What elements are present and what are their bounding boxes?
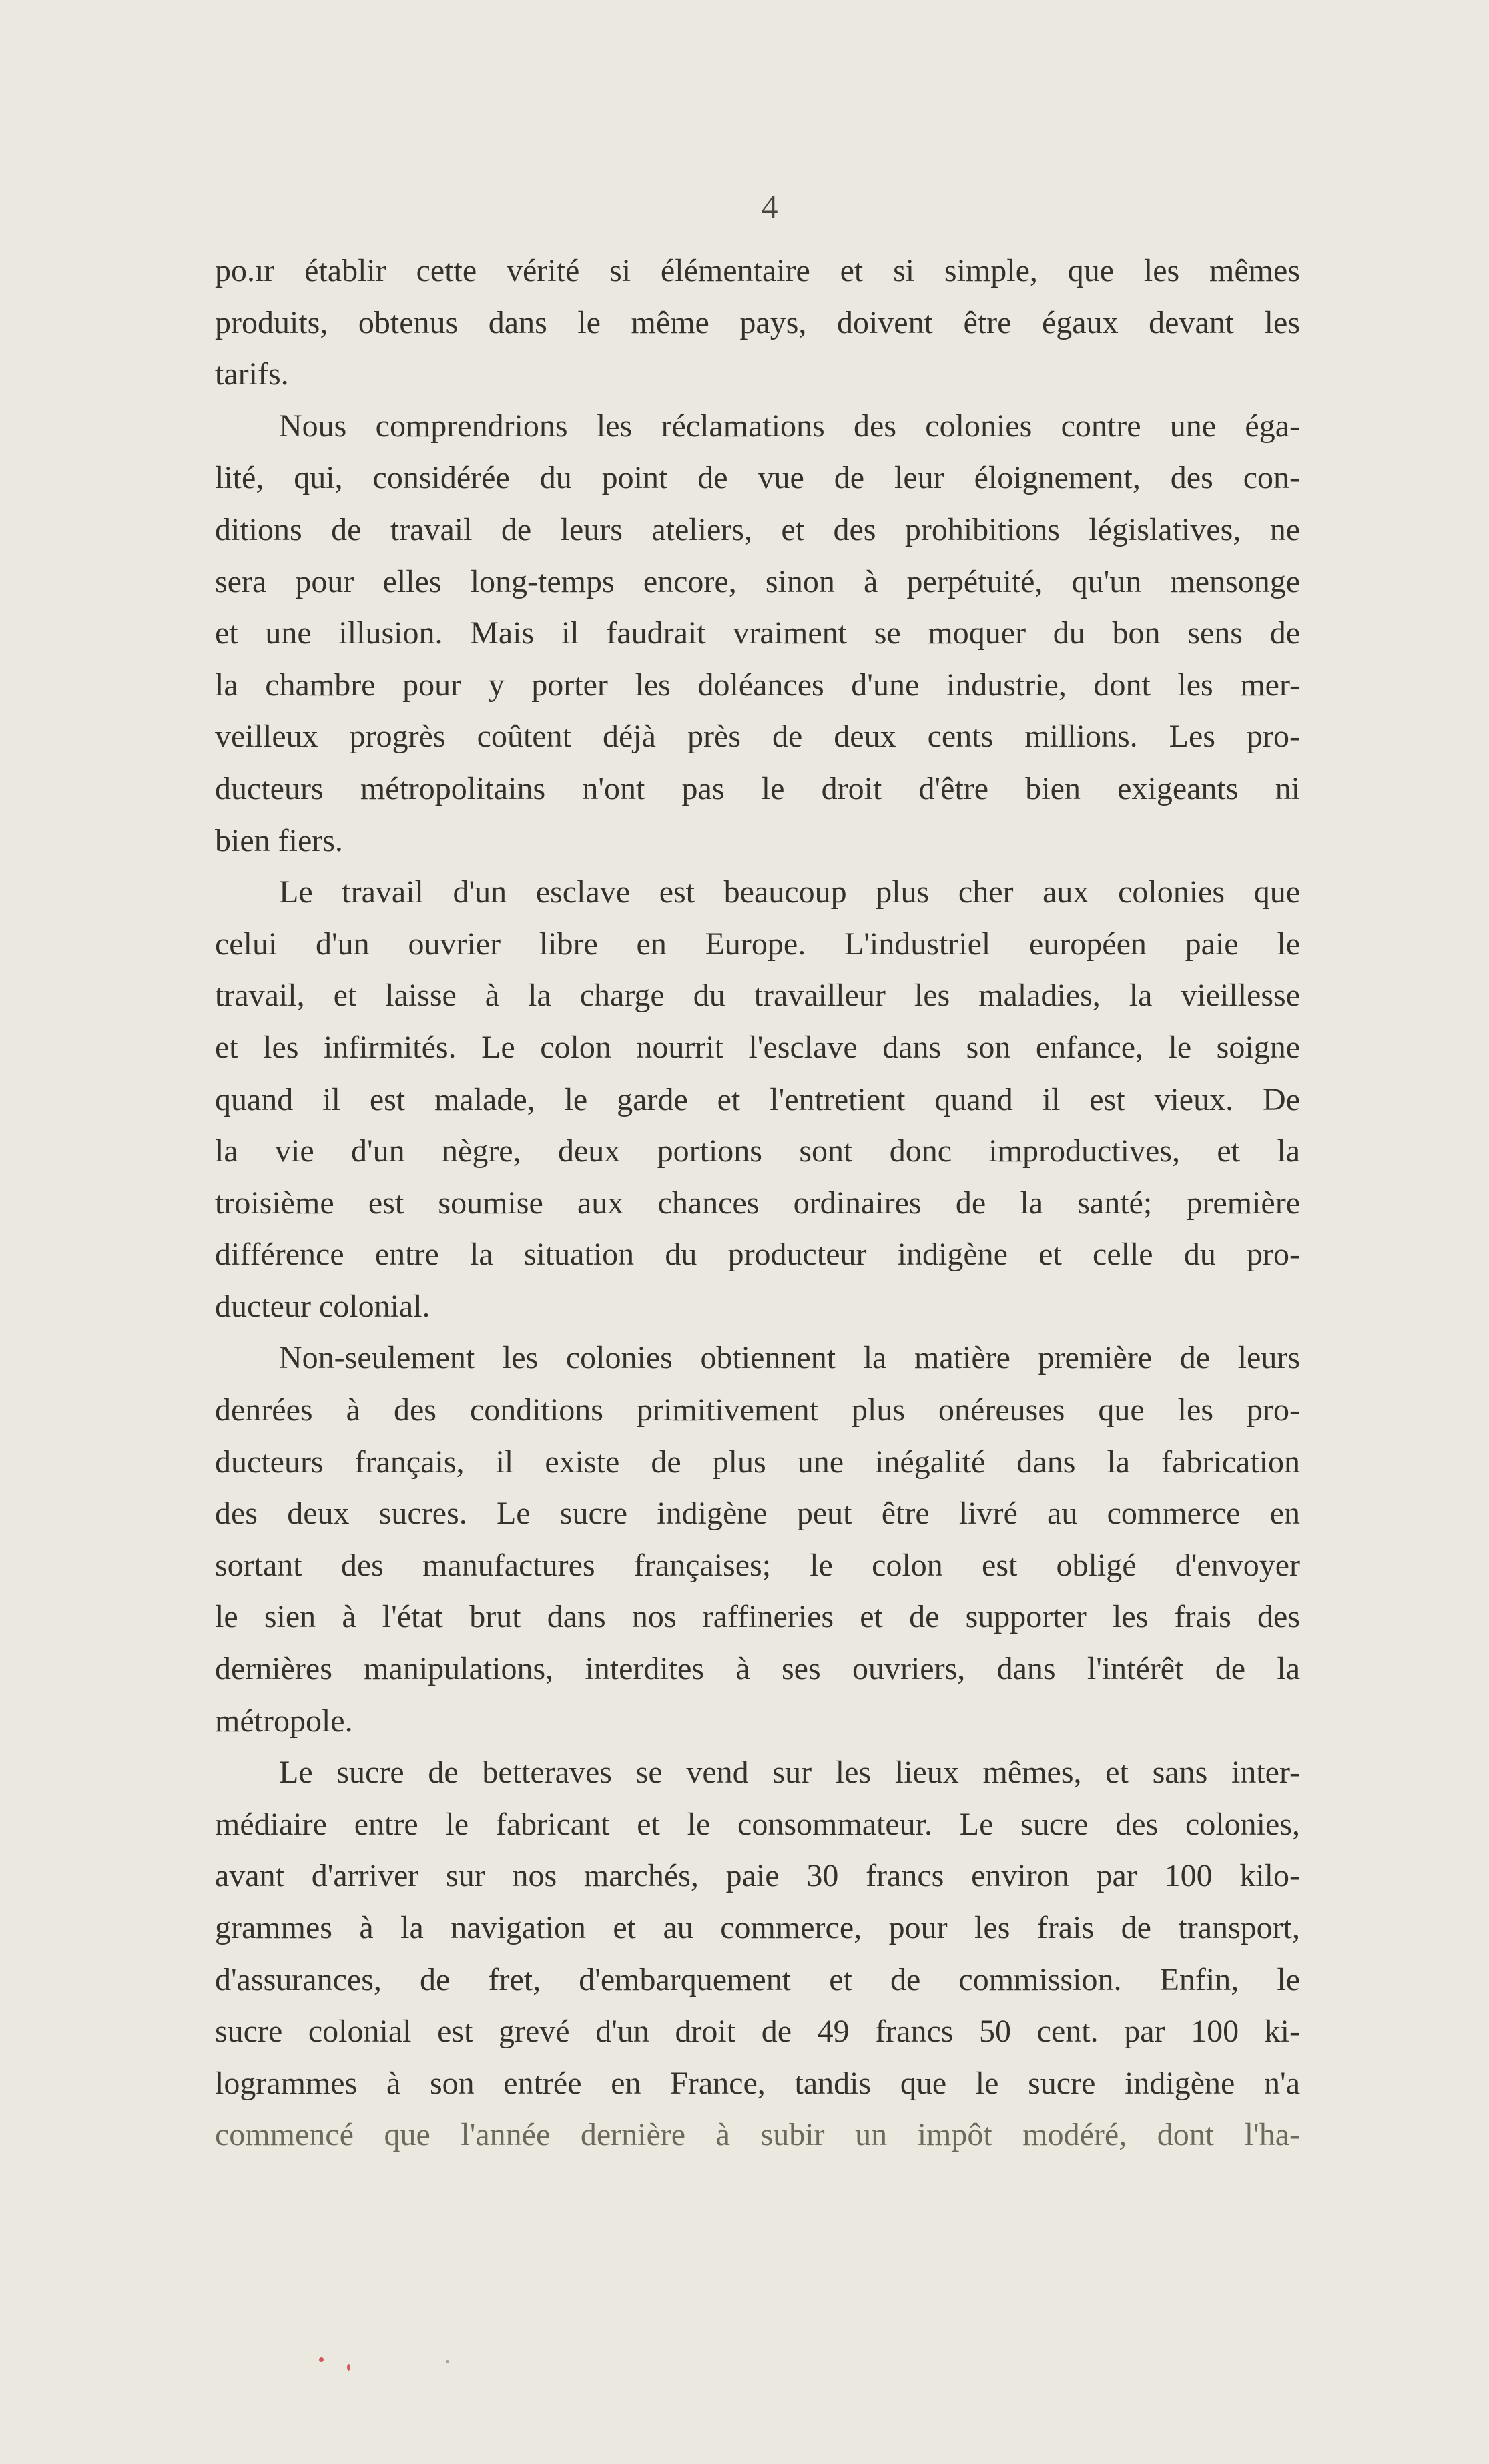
text-line: différence entre la situation du producteur indigène et celle du pro- xyxy=(215,1237,1300,1273)
paragraph xyxy=(215,400,1300,866)
text-line: la vie d'un nègre, deux portions sont donc improductives, et la xyxy=(215,1133,1300,1169)
ink-mark xyxy=(446,2360,449,2363)
paragraph xyxy=(215,866,1300,1332)
text-line: grammes à la navigation et au commerce, pour les frais de transport, xyxy=(215,1910,1300,1945)
text-line: avant d'arriver sur nos marchés, paie 30 francs environ par 100 kilo- xyxy=(215,1858,1300,1894)
text-line: travail, et laisse à la charge du travailleur les maladies, la vieillesse xyxy=(215,978,1300,1014)
ink-mark xyxy=(347,2364,350,2371)
text-line: bien fiers. xyxy=(215,822,343,858)
text-line: logrammes à son entrée en France, tandis que le sucre indigène n'a xyxy=(215,2065,1300,2101)
text-line: sucre colonial est grevé d'un droit de 49 francs 50 cent. par 100 ki- xyxy=(215,2014,1300,2050)
paragraph xyxy=(215,1747,1300,2161)
paragraph xyxy=(215,245,1300,400)
text-line: quand il est malade, le garde et l'entretient quand il est vieux. De xyxy=(215,1081,1300,1117)
text-line: ditions de travail de leurs ateliers, et des prohibitions législatives, ne xyxy=(215,511,1300,547)
text-line: métropole. xyxy=(215,1703,353,1739)
text-line: des deux sucres. Le sucre indigène peut être livré au commerce en xyxy=(215,1496,1300,1532)
text-line: denrées à des conditions primitivement plus onéreuses que les pro- xyxy=(215,1392,1300,1428)
text-line: médiaire entre le fabricant et le consommateur. Le sucre des colonies, xyxy=(215,1806,1300,1842)
text-line: po.ır établir cette vérité si élémentaire et si simple, que les mêmes xyxy=(215,253,1300,288)
paragraph xyxy=(215,1332,1300,1747)
text-line: le sien à l'état brut dans nos raffineries et de supporter les frais des xyxy=(215,1599,1300,1635)
text-line: et une illusion. Mais il faudrait vraiment se moquer du bon sens de xyxy=(215,615,1300,651)
page-number: 4 xyxy=(761,188,778,225)
text-line: troisième est soumise aux chances ordinaires de la santé; première xyxy=(215,1185,1300,1221)
body-text xyxy=(215,245,1300,2161)
text-line: Le travail d'un esclave est beaucoup plus cher aux colonies que xyxy=(279,874,1300,910)
text-line: veilleux progrès coûtent déjà près de deux cents millions. Les pro- xyxy=(215,719,1300,755)
text-line: ducteurs français, il existe de plus une inégalité dans la fabrication xyxy=(215,1444,1300,1480)
text-line: sera pour elles long-temps encore, sinon à perpétuité, qu'un mensonge xyxy=(215,563,1300,599)
text-line: la chambre pour y porter les doléances d'une industrie, dont les mer- xyxy=(215,667,1300,703)
text-line: et les infirmités. Le colon nourrit l'esclave dans son enfance, le soigne xyxy=(215,1029,1300,1065)
text-line: ducteurs métropolitains n'ont pas le droit d'être bien exigeants ni xyxy=(215,770,1300,806)
text-line: lité, qui, considérée du point de vue de leur éloignement, des con- xyxy=(215,460,1300,496)
text-line: dernières manipulations, interdites à ses ouvriers, dans l'intérêt de la xyxy=(215,1651,1300,1687)
text-line: ducteur colonial. xyxy=(215,1288,430,1324)
text-line: tarifs. xyxy=(215,356,289,392)
text-line: commencé que l'année dernière à subir un impôt modéré, dont l'ha- xyxy=(215,2117,1300,2153)
text-line: d'assurances, de fret, d'embarquement et de commission. Enfin, le xyxy=(215,1961,1300,1997)
text-line: Nous comprendrions les réclamations des colonies contre une éga- xyxy=(279,408,1300,444)
text-line: sortant des manufactures françaises; le colon est obligé d'envoyer xyxy=(215,1547,1300,1583)
text-line: Le sucre de betteraves se vend sur les lieux mêmes, et sans inter- xyxy=(279,1755,1300,1791)
text-line: celui d'un ouvrier libre en Europe. L'industriel européen paie le xyxy=(215,926,1300,962)
text-line: Non-seulement les colonies obtiennent la matière première de leurs xyxy=(279,1340,1300,1376)
ink-mark xyxy=(319,2357,324,2362)
text-line: produits, obtenus dans le même pays, doivent être égaux devant les xyxy=(215,304,1300,340)
